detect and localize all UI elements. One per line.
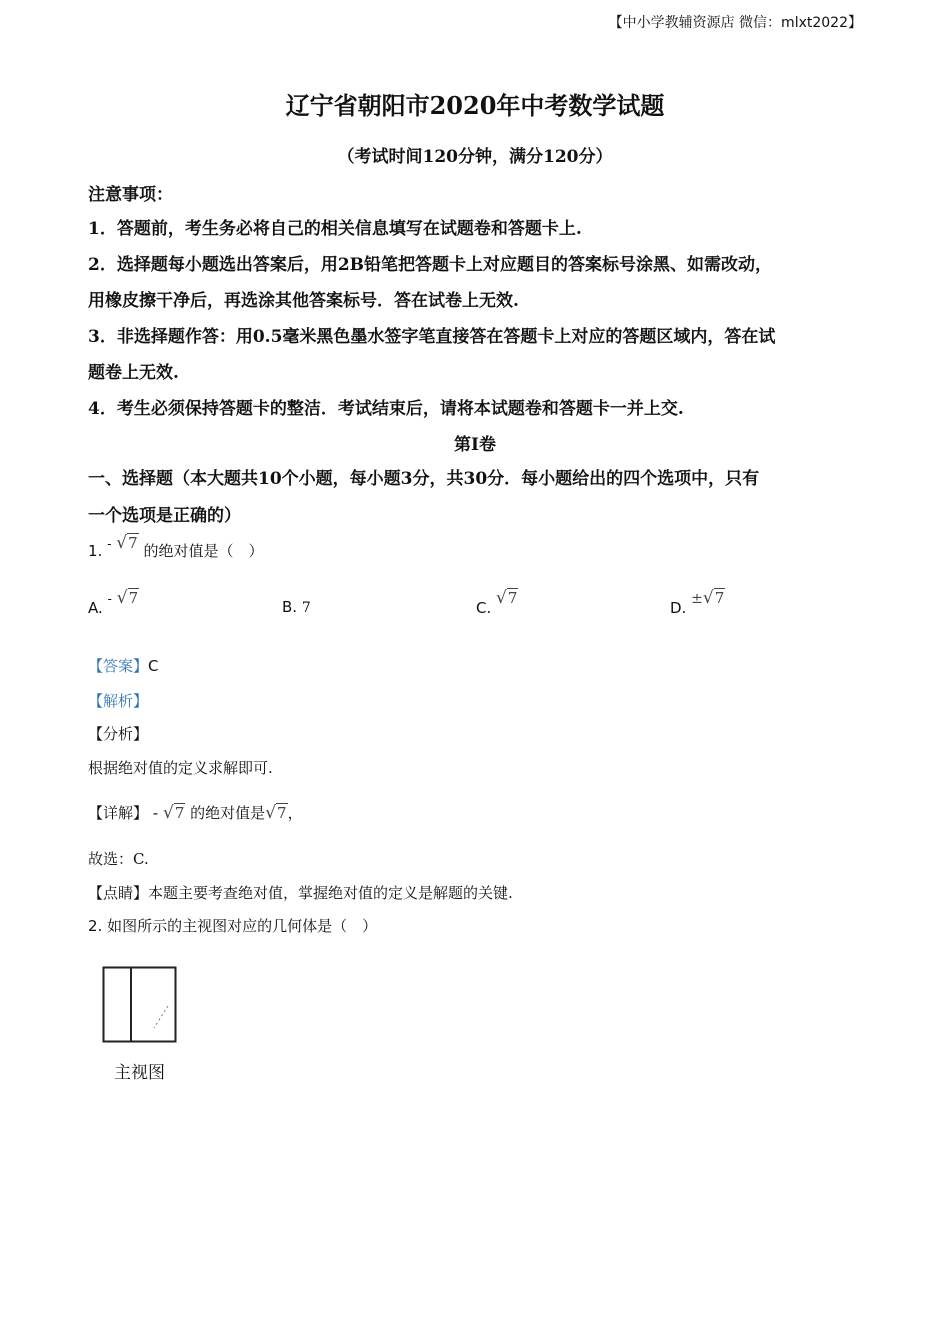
option-d xyxy=(670,588,725,618)
sqrt-expression xyxy=(117,588,139,608)
detail-tag: 【详解】 xyxy=(88,804,149,822)
choose-text: 故选：C. xyxy=(88,850,149,868)
analysis-tag: 【解析】 xyxy=(88,692,149,710)
exam-info: （考试时间120分钟，满分120分） xyxy=(337,147,613,167)
radical-icon: √ xyxy=(116,533,128,553)
fenxi-tag: 【分析】 xyxy=(88,725,149,743)
option-value: 7 xyxy=(301,600,311,616)
radical-icon: √ xyxy=(163,803,174,823)
radicand: 7 xyxy=(507,589,518,607)
option-b xyxy=(282,598,311,616)
notice-item: 用橡皮擦干净后，再选涂其他答案标号．答在试卷上无效. xyxy=(88,291,519,311)
page-title: 辽宁省朝阳市2020年中考数学试题 xyxy=(285,91,665,120)
figure-outline xyxy=(104,968,176,1042)
notice-heading: 注意事项： xyxy=(88,185,173,205)
notice-item: 题卷上无效. xyxy=(88,363,179,383)
radicand: 7 xyxy=(174,804,185,822)
figure-hidden-line xyxy=(154,1006,168,1028)
section-label: 第I卷 xyxy=(454,435,496,455)
radical-icon: √ xyxy=(265,803,277,823)
option-prefix: ± xyxy=(691,591,703,607)
figure-caption: 主视图 xyxy=(114,1063,165,1083)
sqrt-expression xyxy=(703,588,725,608)
part-one-heading-cont: 一个选项是正确的） xyxy=(88,506,241,526)
question-stem: 的绝对值是（ ） xyxy=(143,542,264,560)
detail-end: ， xyxy=(287,804,303,822)
question-stem: 如图所示的主视图对应的几何体是（ ） xyxy=(107,917,378,935)
sqrt-expression xyxy=(116,533,138,553)
notice-item: 3．非选择题作答：用0.5毫米黑色墨水签字笔直接答在答题卡上对应的答题区域内，答在试 xyxy=(88,327,776,347)
radical-icon: √ xyxy=(496,588,507,608)
question-number: 1. xyxy=(88,542,103,560)
answer-value: C xyxy=(148,657,159,675)
option-label: D. xyxy=(670,599,687,617)
radical-icon: √ xyxy=(702,588,714,608)
answer-line xyxy=(88,655,159,676)
minus-sign: - xyxy=(152,804,159,822)
part-one-heading: 一、选择题（本大题共10个小题，每小题3分，共30分．每小题给出的四个选项中，只有 xyxy=(88,469,760,489)
sqrt-expression xyxy=(496,588,518,608)
question-number: 2. xyxy=(88,917,103,935)
question-2 xyxy=(88,915,377,936)
option-a xyxy=(88,588,139,618)
radicand: 7 xyxy=(128,534,138,552)
radicand: 7 xyxy=(714,589,725,607)
notice-item: 4．考生必须保持答题卡的整洁．考试结束后，请将本试题卷和答题卡一并上交. xyxy=(88,399,684,419)
option-prefix: - xyxy=(107,592,112,607)
notice-item: 2．选择题每小题选出答案后，用2B铅笔把答题卡上对应题目的答案标号涂黑、如需改动， xyxy=(88,255,773,275)
sqrt-expression xyxy=(265,803,287,823)
radicand: 7 xyxy=(277,804,287,822)
option-label: A. xyxy=(88,599,103,617)
header-note: 【中小学教辅资源店 微信：mlxt2022】 xyxy=(608,15,862,31)
minus-sign: - xyxy=(107,537,112,552)
front-view-figure xyxy=(102,966,178,1044)
answer-tag: 【答案】 xyxy=(88,657,149,675)
radical-icon: √ xyxy=(116,588,128,608)
notice-item: 1．答题前，考生务必将自己的相关信息填写在试题卷和答题卡上. xyxy=(88,219,582,239)
detail-line xyxy=(88,802,303,823)
detail-text: 的绝对值是 xyxy=(190,804,266,822)
fenxi-text: 根据绝对值的定义求解即可. xyxy=(88,759,273,777)
option-c xyxy=(476,588,518,618)
comment-text: 【点睛】本题主要考查绝对值，掌握绝对值的定义是解题的关键. xyxy=(88,884,513,902)
question-1 xyxy=(88,533,264,561)
option-label: B. xyxy=(282,598,298,616)
sqrt-expression xyxy=(163,803,185,823)
option-label: C. xyxy=(476,599,492,617)
radicand: 7 xyxy=(128,589,139,607)
